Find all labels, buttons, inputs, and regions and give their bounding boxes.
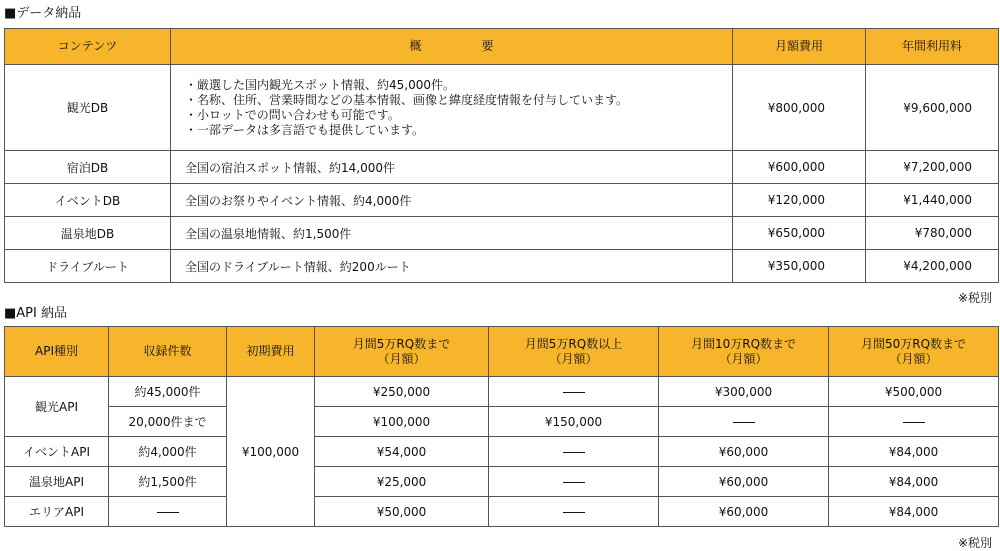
table-row — [5, 497, 999, 527]
tier-50k-fee: ¥25,000 — [315, 467, 489, 497]
content-summary — [171, 65, 733, 151]
table-row — [5, 437, 999, 467]
header-tier-50k: 月間5万RQ数まで （月額） — [315, 327, 489, 377]
tax-note: ※税別 — [957, 291, 992, 305]
tier-500k-fee: ¥84,000 — [829, 467, 999, 497]
content-summary: 全国の温泉地情報、約1,500件 — [171, 217, 733, 250]
header-monthly-fee: 月額費用 — [733, 29, 866, 65]
api-type: エリアAPI — [5, 497, 109, 527]
monthly-fee: ¥350,000 — [733, 250, 866, 283]
monthly-fee: ¥120,000 — [733, 184, 866, 217]
tier-over-50k-fee — [489, 497, 659, 527]
tier-500k-fee: ¥84,000 — [829, 437, 999, 467]
api-type: 観光API — [5, 377, 109, 437]
summary-bullet: ・名称、住所、営業時間などの基本情報、画像と緯度経度情報を付与しています。 — [185, 92, 629, 107]
tier-50k-fee: ¥50,000 — [315, 497, 489, 527]
tier-500k-fee: ¥84,000 — [829, 497, 999, 527]
monthly-fee: ¥800,000 — [733, 65, 866, 151]
table-row — [5, 217, 999, 250]
tier-over-50k-fee — [489, 437, 659, 467]
annual-fee: ¥4,200,000 — [866, 250, 999, 283]
tax-note: ※税別 — [957, 536, 992, 550]
api-type: 温泉地API — [5, 467, 109, 497]
dash-mark — [563, 452, 585, 453]
tier-50k-fee: ¥100,000 — [315, 407, 489, 437]
tier-50k-fee: ¥250,000 — [315, 377, 489, 407]
api-type: イベントAPI — [5, 437, 109, 467]
record-count: 約1,500件 — [109, 467, 227, 497]
tier-500k-fee: ¥500,000 — [829, 377, 999, 407]
record-count: 約4,000件 — [109, 437, 227, 467]
content-summary: 全国のお祭りやイベント情報、約4,000件 — [171, 184, 733, 217]
content-name: 観光DB — [5, 65, 171, 151]
tier-100k-fee: ¥300,000 — [659, 377, 829, 407]
content-summary: 全国のドライブルート情報、約200ルート — [171, 250, 733, 283]
table-row — [5, 250, 999, 283]
tier-50k-fee: ¥54,000 — [315, 437, 489, 467]
content-name: イベントDB — [5, 184, 171, 217]
section-title-api-delivery: ■API 納品 — [4, 306, 67, 321]
record-count: 20,000件まで — [109, 407, 227, 437]
dash-mark — [563, 512, 585, 513]
summary-bullet: ・一部データは多言語でも提供しています。 — [185, 122, 425, 137]
annual-fee: ¥780,000 — [866, 217, 999, 250]
header-initial-fee: 初期費用 — [227, 327, 315, 377]
table-header-row — [5, 29, 999, 65]
summary-bullet: ・厳選した国内観光スポット情報、約45,000件。 — [185, 77, 455, 92]
api-delivery-table — [4, 326, 999, 527]
header-api-type: API種別 — [5, 327, 109, 377]
dash-mark — [563, 392, 585, 393]
header-summary: 概 要 — [171, 29, 733, 65]
table-row — [5, 377, 999, 407]
content-summary: 全国の宿泊スポット情報、約14,000件 — [171, 151, 733, 184]
tier-over-50k-fee — [489, 377, 659, 407]
annual-fee: ¥1,440,000 — [866, 184, 999, 217]
section-title-data-delivery: ■データ納品 — [4, 6, 82, 21]
tier-100k-fee: ¥60,000 — [659, 467, 829, 497]
tier-500k-fee — [829, 407, 999, 437]
summary-bullet: ・小ロットでの問い合わせも可能です。 — [185, 107, 400, 122]
data-delivery-table — [4, 28, 999, 283]
monthly-fee: ¥650,000 — [733, 217, 866, 250]
record-count — [109, 497, 227, 527]
tier-over-50k-fee — [489, 467, 659, 497]
table-header-row — [5, 327, 999, 377]
tier-100k-fee: ¥60,000 — [659, 497, 829, 527]
table-row — [5, 184, 999, 217]
dash-mark — [733, 422, 755, 423]
record-count: 約45,000件 — [109, 377, 227, 407]
header-record-count: 収録件数 — [109, 327, 227, 377]
table-row — [5, 407, 999, 437]
table-row — [5, 65, 999, 151]
header-contents: コンテンツ — [5, 29, 171, 65]
table-row — [5, 151, 999, 184]
tier-100k-fee: ¥60,000 — [659, 437, 829, 467]
header-tier-over-50k: 月間5万RQ数以上 （月額） — [489, 327, 659, 377]
initial-fee: ¥100,000 — [227, 377, 315, 527]
annual-fee: ¥7,200,000 — [866, 151, 999, 184]
table-row — [5, 467, 999, 497]
header-annual-fee: 年間利用料 — [866, 29, 999, 65]
content-name: 温泉地DB — [5, 217, 171, 250]
content-name: 宿泊DB — [5, 151, 171, 184]
tier-over-50k-fee: ¥150,000 — [489, 407, 659, 437]
monthly-fee: ¥600,000 — [733, 151, 866, 184]
annual-fee: ¥9,600,000 — [866, 65, 999, 151]
header-tier-100k: 月間10万RQ数まで （月額） — [659, 327, 829, 377]
dash-mark — [563, 482, 585, 483]
tier-100k-fee — [659, 407, 829, 437]
dash-mark — [903, 422, 925, 423]
content-name: ドライブルート — [5, 250, 171, 283]
dash-mark — [157, 512, 179, 513]
header-tier-500k: 月間50万RQ数まで （月額） — [829, 327, 999, 377]
